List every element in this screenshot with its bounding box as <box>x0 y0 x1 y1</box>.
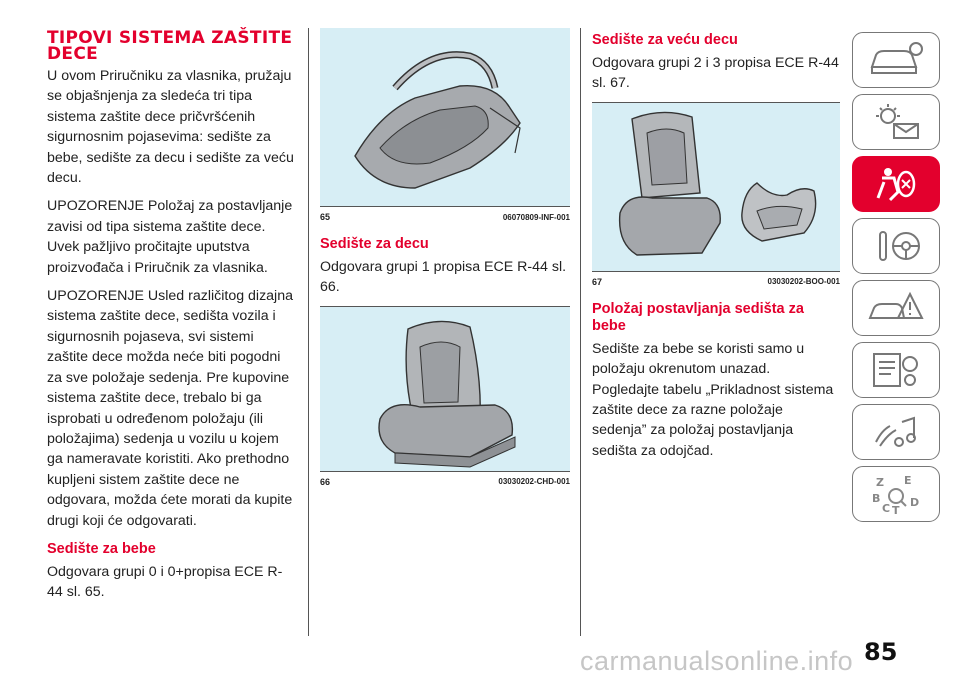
figure-65-baby-seat <box>320 28 570 206</box>
watermark: carmanualsonline.info <box>580 646 854 676</box>
multimedia-note-icon[interactable] <box>852 404 940 460</box>
car-dashboard-icon[interactable] <box>852 32 940 88</box>
figure-67-code: 03030202-BOO-001 <box>767 277 840 287</box>
figure-65-code: 06070809-INF-001 <box>502 212 570 222</box>
column-right <box>592 28 840 469</box>
warning-lights-icon[interactable] <box>852 94 940 150</box>
section-title: TIPOVI SISTEMA ZAŠTITE DECE <box>47 28 293 64</box>
alphabetical-index-icon[interactable] <box>852 466 940 522</box>
figure-67-caption <box>592 271 840 289</box>
maintenance-gears-icon[interactable] <box>852 342 940 398</box>
baby-seat-heading: Sedište za bebe <box>47 540 156 557</box>
booster-seat-illustration <box>592 103 840 271</box>
warning-paragraph-1: UPOZORENJE Položaj za postavljanje zavisi od tipa sistema zaštite dece. Uvek pažljivo pročitajte uputstva proizvođača i Priručnik za vlasnika. <box>47 198 293 276</box>
booster-seat-text: Odgovara grupi 2 i 3 propisa ECE R-44 sl. 67. <box>592 55 839 92</box>
column-middle <box>320 28 570 489</box>
booster-seat-heading: Sedište za veću decu <box>592 32 738 48</box>
child-seat-heading: Sedište za decu <box>320 236 429 252</box>
figure-65-number: 65 <box>320 212 331 222</box>
baby-seat-position-text: Sedište za bebe se koristi samo u položaju okrenutom unazad. Pogledajte tabelu „Prikladnost sistema zaštite dece za razne položaje sedenja” za položaj postavljanja sedišta za odojčad. <box>592 340 834 459</box>
figure-66-number: 66 <box>320 476 331 487</box>
airbag-seat-icon[interactable] <box>852 156 940 212</box>
wrench-steering-icon[interactable] <box>852 218 940 274</box>
svg-text:D: D <box>910 496 920 509</box>
figure-67-number: 67 <box>592 276 603 287</box>
figure-66-caption <box>320 471 570 489</box>
column-divider-2 <box>580 28 581 636</box>
figure-67-booster-seat <box>592 102 840 271</box>
baby-seat-text: Odgovara grupi 0 i 0+propisa ECE R-44 sl. 65. <box>47 563 283 601</box>
svg-text:B: B <box>872 492 881 505</box>
svg-text:E: E <box>904 474 912 487</box>
child-seat-illustration <box>320 307 570 471</box>
crash-triangle-icon[interactable] <box>852 280 940 336</box>
intro-paragraph: U ovom Priručniku za vlasnika, pružaju se objašnjenja za sledeća tri tipa sistema zaštite dece pričvršćenih sigurnosnim pojasevima: sedište za bebe, sedište za decu i sedište za veću decu. <box>47 68 294 187</box>
figure-66-code: 03030202-CHD-001 <box>498 477 570 487</box>
svg-text:Z: Z <box>876 476 884 489</box>
column-left <box>47 28 297 611</box>
column-divider-1 <box>308 28 309 636</box>
svg-text:T: T <box>892 504 900 516</box>
figure-66-child-seat <box>320 306 570 471</box>
baby-seat-illustration <box>320 28 570 206</box>
chapter-tabs <box>852 32 942 528</box>
figure-65-caption <box>320 206 570 224</box>
svg-text:C: C <box>882 502 891 515</box>
child-seat-text: Odgovara grupi 1 propisa ECE R-44 sl. 66. <box>320 259 567 296</box>
page-number: 85 <box>864 638 898 666</box>
warning-paragraph-2: UPOZORENJE Usled različitog dizajna sistema zaštite dece, sedišta vozila i sigurnosnih pojaseva, svi sistemi zaštite dece možda neće biti pogodni za sve položaje sedenja. Pre kupovine sistema zaštite dece, trebalo bi ga isprobati u određenom položaju (ili položajima) sedenja u vozilu u kojem ga nameravate koristiti. Ako prethodno kupljeni sistem zaštite dece ne odgovara, možda ćete morati da kupite drugi koji će odgovarati. <box>47 288 293 529</box>
baby-seat-position-heading: Položaj postavljanja sedišta za bebe <box>592 300 804 334</box>
